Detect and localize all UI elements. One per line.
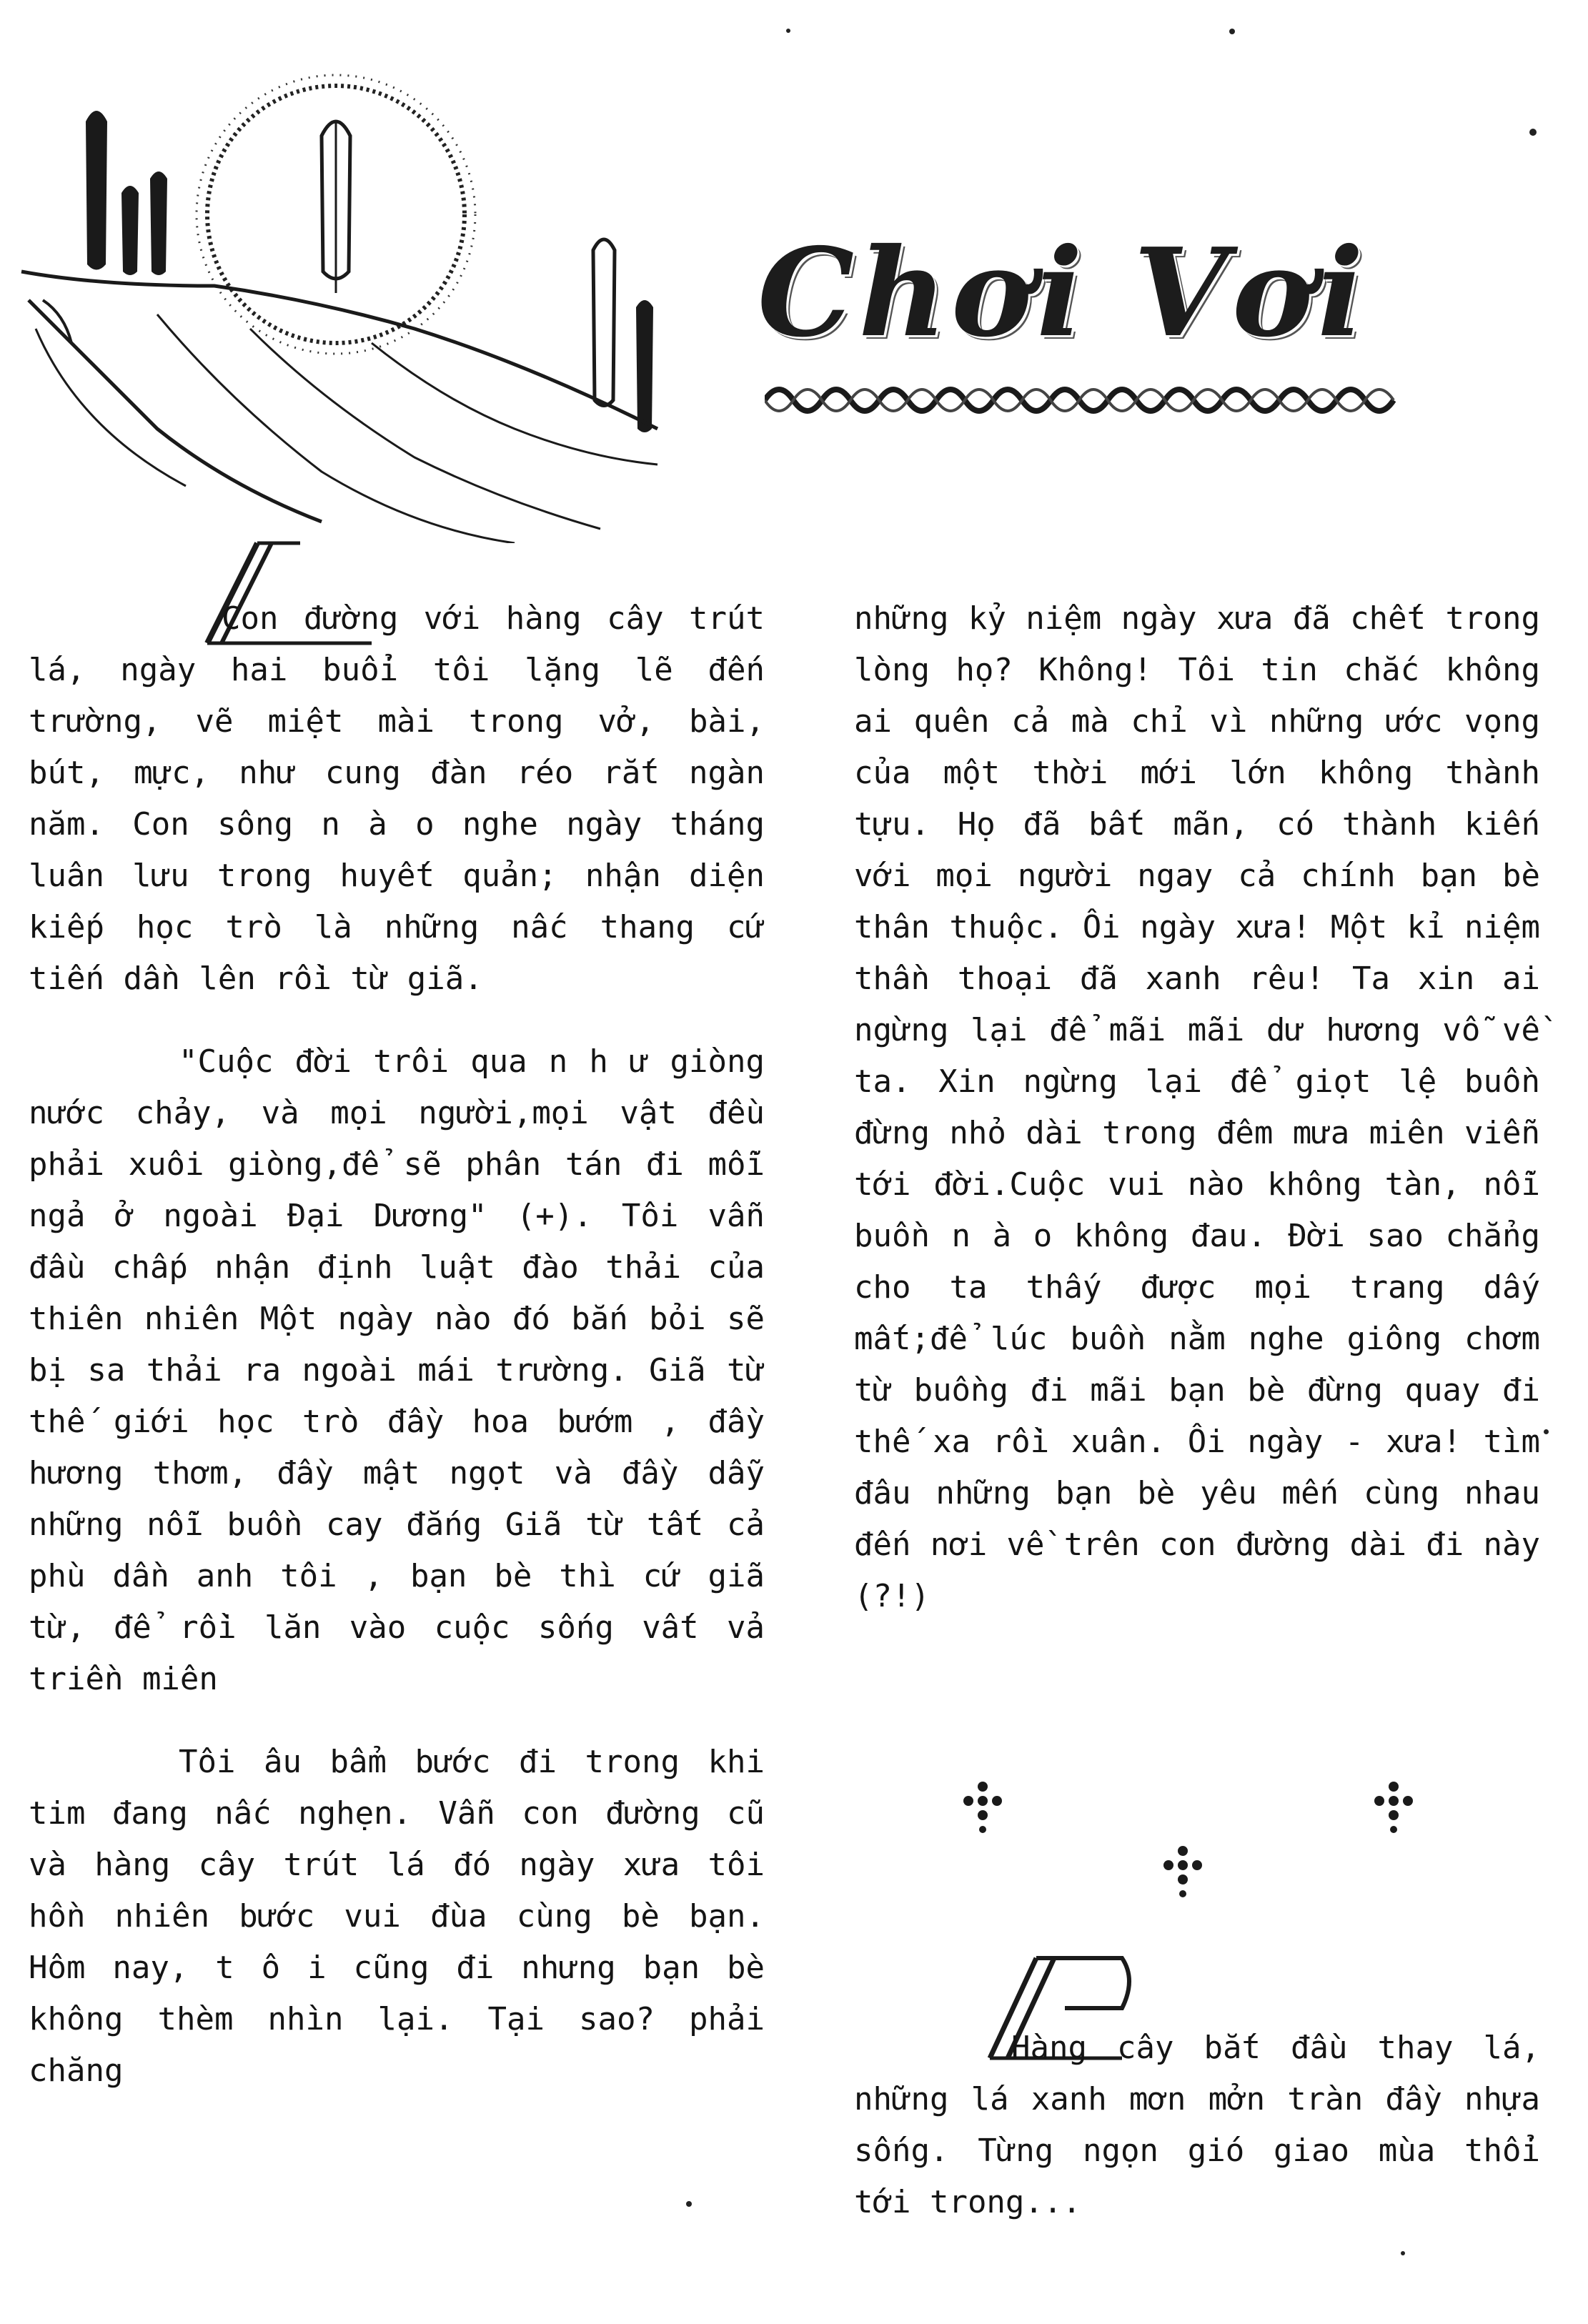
title-block xyxy=(758,214,1444,429)
section-divider-ornaments xyxy=(843,1765,1558,1951)
print-speck xyxy=(1544,1429,1549,1434)
fleuron-left xyxy=(963,1782,1002,1833)
print-speck xyxy=(686,2201,692,2207)
paragraph-1: Con đường với hàng cây trút lá, ngày hai buổi tôi lặng lẽ đến trường, vẽ miệt mài trong vở, bài, bút, mực, như cung đàn réo rắt ngàn năm. Con sông n à o nghe ngày tháng luân lưu trong huyết quản; nhận diện kiếp học trò là những nấc thang cứ tiến dần lên rồi từ giã. xyxy=(29,600,765,997)
paragraph-4: những kỷ niệm ngày xưa đã chết trong lòng họ? Không! Tôi tin chắc không ai quên cả mà chỉ vì những ước vọng của một thời mới lớn không thành tựu. Họ đã bất mãn, có thành kiến với mọi người ngay cả chính bạn bè thân thuộc. Ôi ngày xưa! Một kỉ niệm thần thoại đã xanh rêu! Ta xin ai ngừng lại để mãi mãi dư hương vỗ về ta. Xin ngừng lại để giọt lệ buồn đừng nhỏ dài trong đêm mưa miên viễn tới đời.Cuộc vui nào không tàn, nỗi buồn n à o không đau. Đời sao chẳng cho ta thấy được mọi trang dấy mất;để lúc buồn nằm nghe giông chơm từ buồng đi mãi bạn bè đừng quay đi thế xa rồi xuân. Ôi ngày - xưa! tìm đâu những bạn bè yêu mến cùng nhau đến nơi về trên con đường dài đi này (?!) xyxy=(854,600,1540,1614)
fleuron-right xyxy=(1374,1782,1413,1833)
paragraph-2: "Cuộc đời trôi qua n h ư giòng nước chảy, và mọi người,mọi vật đều phải xuôi giòng,để sẽ phân tán đi mỗi ngả ở ngoài Đại Dương" (+). Tôi vẫn đầu chấp nhận định luật đào thải của thiên nhiên Một ngày nào đó bắn bỏi sẽ bị sa thải ra ngoài mái trường. Giã từ thế giới học trò đầy hoa bướm , đầy hương thơm, đầy mật ngọt và đầy dẫy những nỗi buồn cay đắng Giã từ tất cả phù dần anh tôi , bạn bè thì cứ giã từ, để rồi lăn vào cuộc sống vất vả triền miên xyxy=(29,1043,765,1697)
right-column-continuation xyxy=(854,2022,1540,2228)
print-speck xyxy=(1401,2251,1405,2255)
right-column xyxy=(854,593,1540,1622)
print-speck xyxy=(1529,129,1537,136)
article-title: Chơi Vơi xyxy=(758,222,1368,364)
print-speck xyxy=(786,29,790,33)
left-column xyxy=(29,593,765,2097)
fleuron-center xyxy=(1163,1846,1202,1897)
moon-landscape-illustration xyxy=(14,29,679,543)
print-speck xyxy=(1229,29,1235,34)
paragraph-3: Tôi âu bẩm bước đi trong khi tim đang nấc nghẹn. Vẫn con đường cũ và hàng cây trút lá đó ngày xưa tôi hồn nhiên bước vui đùa cùng bè bạn. Hôm nay, t ô i cũng đi nhưng bạn bè không thèm nhìn lại. Tại sao? phải chăng xyxy=(29,1744,765,2089)
paragraph-5: Hàng cây bắt đầu thay lá, những lá xanh mơn mởn tràn đầy nhựa sống. Từng ngọn gió giao mùa thổi tới trong... xyxy=(854,2030,1540,2220)
title-flourish-ornament xyxy=(765,375,1408,425)
